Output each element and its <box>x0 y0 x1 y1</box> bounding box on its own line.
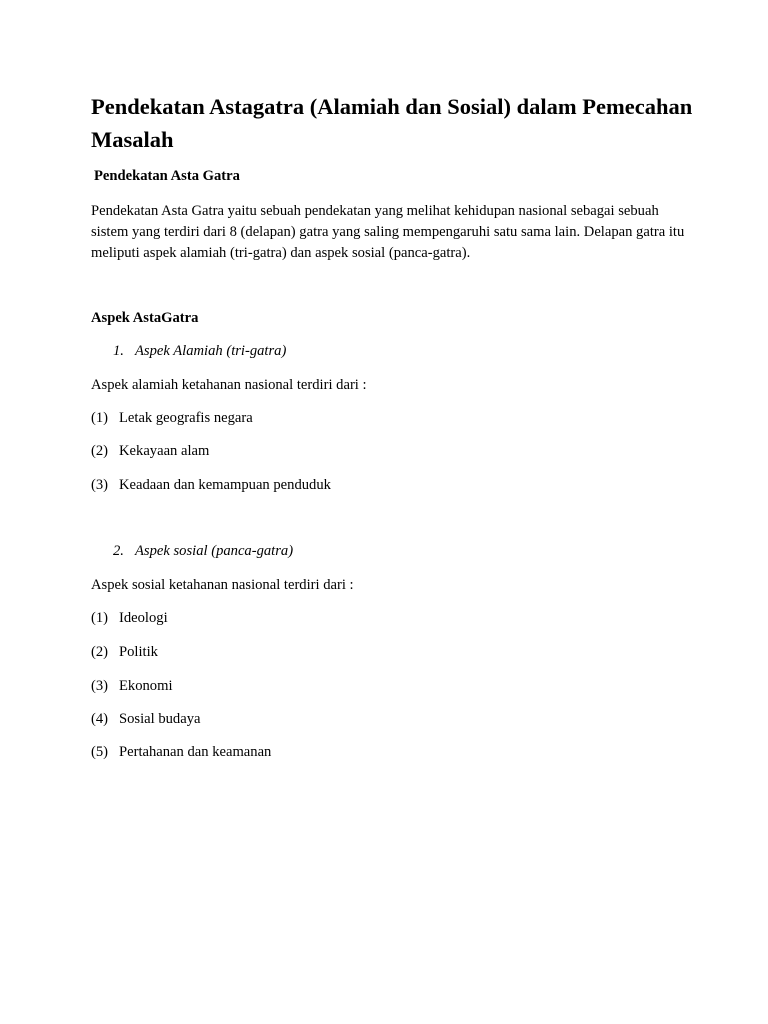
alamiah-heading-text: Aspek Alamiah (tri-gatra) <box>135 343 287 359</box>
list-item <box>91 441 209 461</box>
list-item-number: (3) <box>91 477 109 493</box>
list-item <box>91 408 253 428</box>
aspects-heading: Aspek AstaGatra <box>91 310 199 326</box>
list-item-text: Letak geografis negara <box>119 410 253 426</box>
alamiah-lead: Aspek alamiah ketahanan nasional terdiri dari : <box>91 377 367 393</box>
list-item-text: Ekonomi <box>119 678 173 694</box>
alamiah-number: 1. <box>113 343 124 359</box>
list-item <box>91 742 271 762</box>
list-item-text: Kekayaan alam <box>119 443 210 459</box>
sosial-lead: Aspek sosial ketahanan nasional terdiri dari : <box>91 577 354 593</box>
list-item-number: (4) <box>91 711 109 727</box>
list-item-text: Politik <box>119 644 158 660</box>
list-item <box>91 475 331 495</box>
sosial-subheading <box>113 541 293 561</box>
list-item-number: (2) <box>91 644 109 660</box>
list-item-number: (2) <box>91 443 109 459</box>
list-item-number: (1) <box>91 610 109 626</box>
list-item-text: Keadaan dan kemampuan penduduk <box>119 477 331 493</box>
sosial-heading-text: Aspek sosial (panca-gatra) <box>135 543 294 559</box>
list-item <box>91 709 200 729</box>
list-item-number: (5) <box>91 744 109 760</box>
list-item-text: Ideologi <box>119 610 168 626</box>
list-item <box>91 642 158 662</box>
page-title: Pendekatan Astagatra (Alamiah dan Sosial) dalam Pemecahan Masalah <box>91 94 693 152</box>
section-heading: Pendekatan Asta Gatra <box>94 168 240 184</box>
alamiah-subheading <box>113 341 286 361</box>
list-item <box>91 608 168 628</box>
list-item-text: Sosial budaya <box>119 711 201 727</box>
list-item <box>91 676 173 696</box>
sosial-number: 2. <box>113 543 124 559</box>
intro-paragraph: Pendekatan Asta Gatra yaitu sebuah pendekatan yang melihat kehidupan nasional sebagai sebuah sistem yang terdiri dari 8 (delapan) gatra yang saling mempengaruhi satu sama lain. Delapan gatra itu meliputi aspek alamiah (tri-gatra) dan aspek sosial (panca-gatra). <box>91 203 685 261</box>
list-item-number: (3) <box>91 678 109 694</box>
list-item-number: (1) <box>91 410 109 426</box>
list-item-text: Pertahanan dan keamanan <box>119 744 272 760</box>
